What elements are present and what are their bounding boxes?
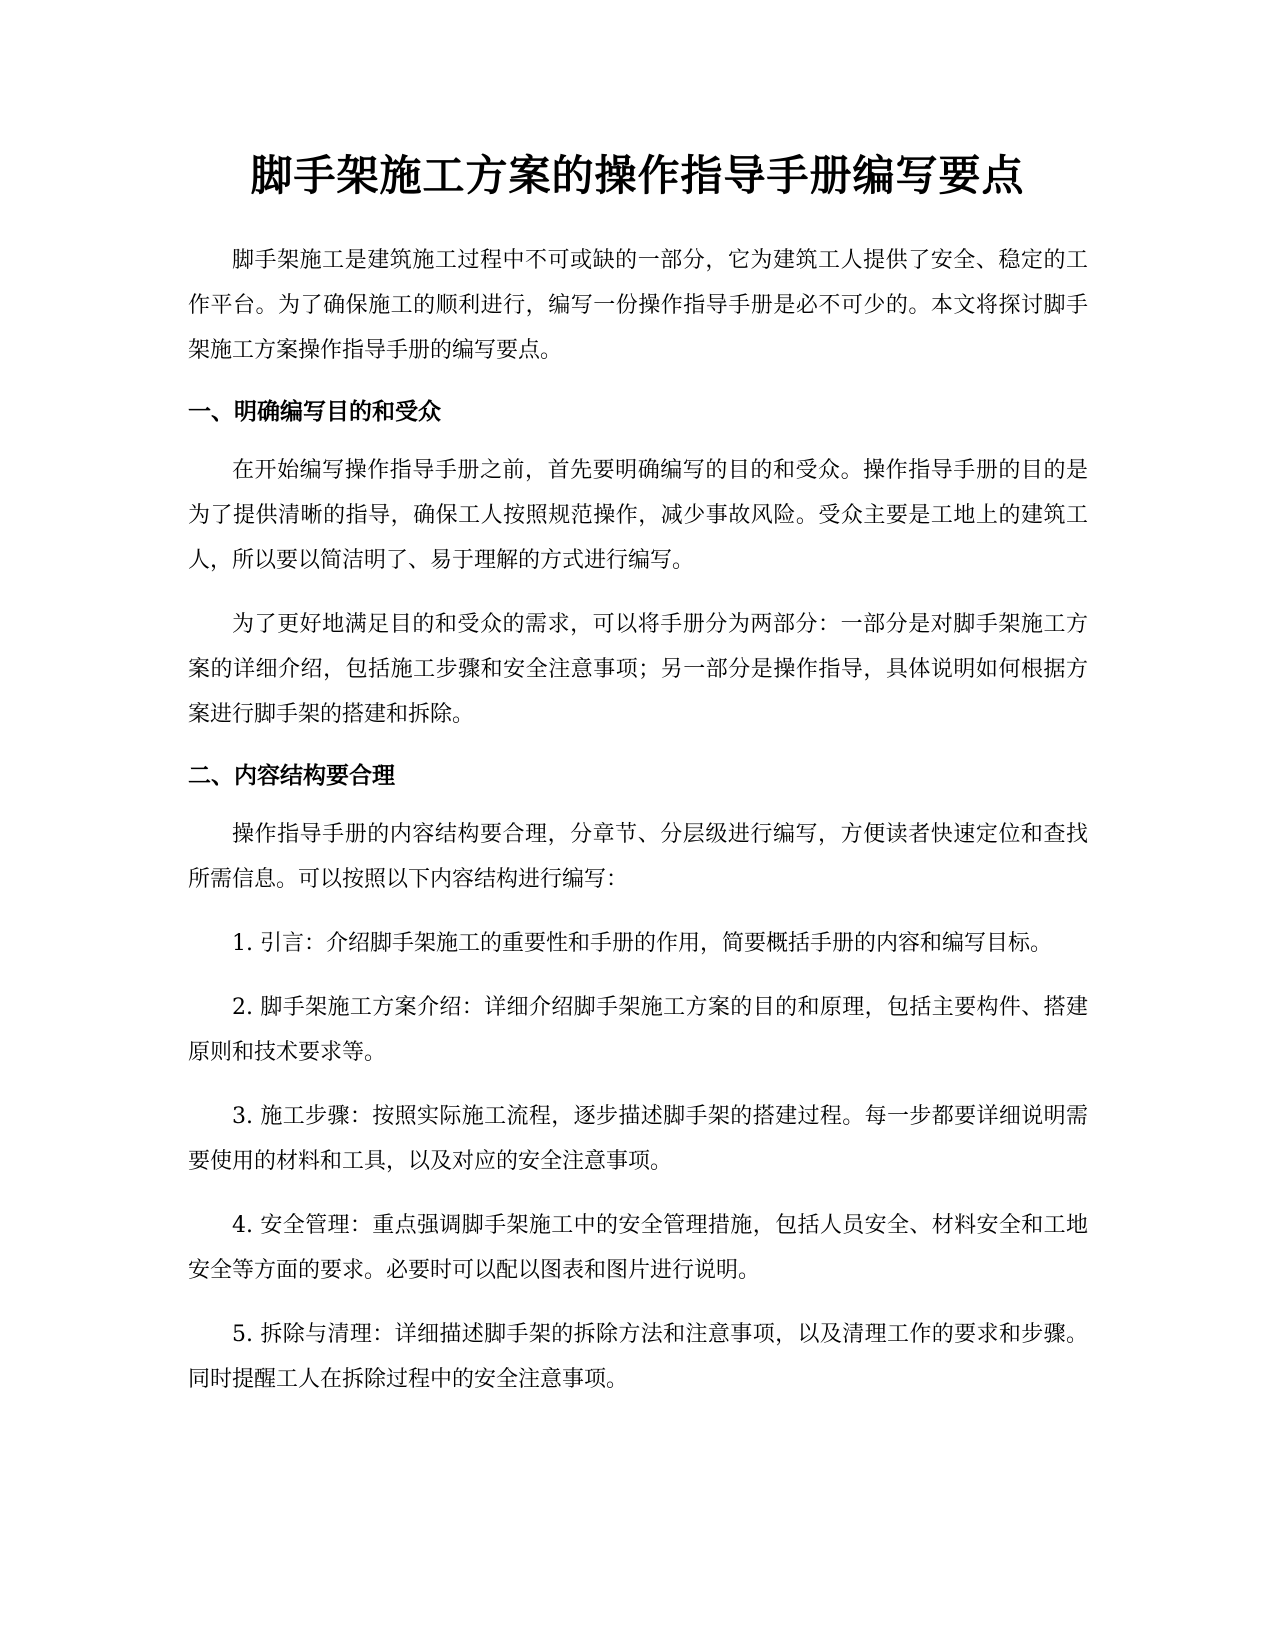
section-1-paragraph-2: 为了更好地满足目的和受众的需求，可以将手册分为两部分：一部分是对脚手架施工方案的详细介绍，包括施工步骤和安全注意事项；另一部分是操作指导，具体说明如何根据方案进行脚手架的搭建和拆除。 <box>188 612 1088 727</box>
section-1-paragraph-1: 在开始编写操作指导手册之前，首先要明确编写的目的和受众。操作指导手册的目的是为了提供清晰的指导，确保工人按照规范操作，减少事故风险。受众主要是工地上的建筑工人，所以要以简洁明了、易于理解的方式进行编写。 <box>188 458 1088 573</box>
list-item-3: 3. 施工步骤：按照实际施工流程，逐步描述脚手架的搭建过程。每一步都要详细说明需要使用的材料和工具，以及对应的安全注意事项。 <box>188 1104 1088 1174</box>
list-item-1: 1. 引言：介绍脚手架施工的重要性和手册的作用，简要概括手册的内容和编写目标。 <box>232 931 1052 956</box>
list-item-5: 5. 拆除与清理：详细描述脚手架的拆除方法和注意事项，以及清理工作的要求和步骤。同时提醒工人在拆除过程中的安全注意事项。 <box>188 1322 1088 1392</box>
section-2-heading: 二、内容结构要合理 <box>188 763 395 789</box>
document-body <box>188 238 1088 1421</box>
section-2-paragraph-1: 操作指导手册的内容结构要合理，分章节、分层级进行编写，方便读者快速定位和查找所需信息。可以按照以下内容结构进行编写： <box>188 822 1088 892</box>
intro-paragraph: 脚手架施工是建筑施工过程中不可或缺的一部分，它为建筑工人提供了安全、稳定的工作平台。为了确保施工的顺利进行，编写一份操作指导手册是必不可少的。本文将探讨脚手架施工方案操作指导手册的编写要点。 <box>188 248 1088 363</box>
document-title: 脚手架施工方案的操作指导手册编写要点 <box>250 151 1025 200</box>
section-1-heading: 一、明确编写目的和受众 <box>188 399 441 425</box>
list-item-2: 2. 脚手架施工方案介绍：详细介绍脚手架施工方案的目的和原理，包括主要构件、搭建原则和技术要求等。 <box>188 995 1088 1065</box>
list-item-4: 4. 安全管理：重点强调脚手架施工中的安全管理措施，包括人员安全、材料安全和工地安全等方面的要求。必要时可以配以图表和图片进行说明。 <box>188 1213 1088 1283</box>
